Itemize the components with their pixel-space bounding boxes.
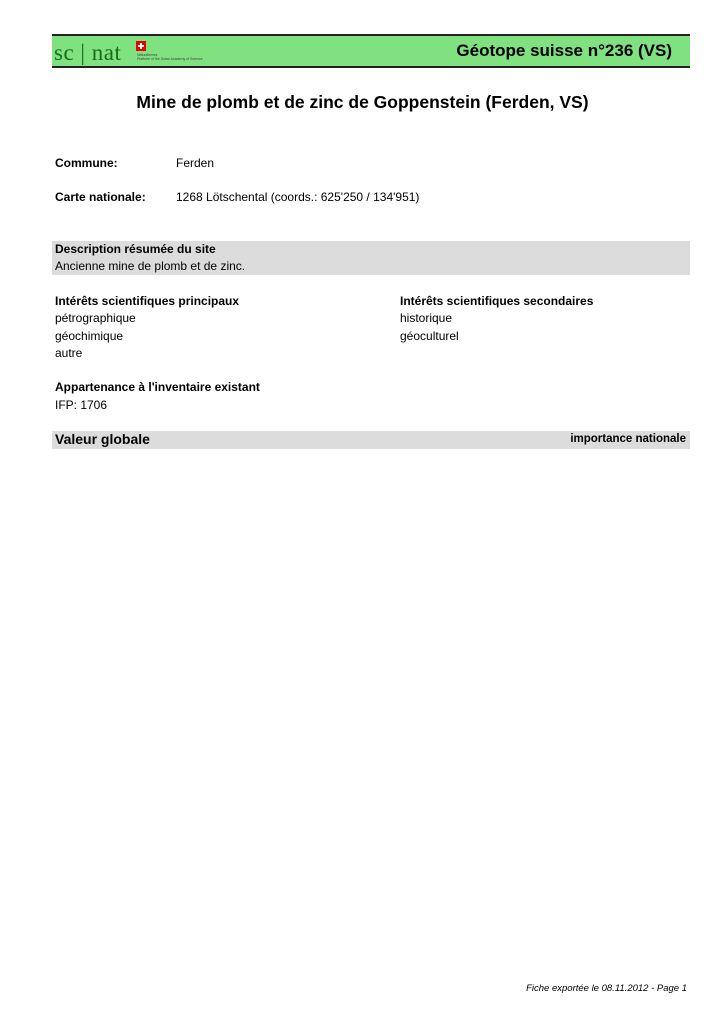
interet-secondaire-item: géoculturel <box>400 329 459 343</box>
logo-text: sc | nat <box>54 40 122 65</box>
interet-principal-item: géochimique <box>55 329 124 343</box>
header-bar <box>52 34 690 68</box>
interets-principaux-heading: Intérêts scientifiques principaux <box>55 294 240 308</box>
description-section <box>52 241 690 275</box>
logo-subtitle-line2: Platform of the Swiss Academy of Science <box>137 57 203 62</box>
commune-value: Ferden <box>176 156 215 170</box>
appartenance-heading: Appartenance à l'inventaire existant <box>55 380 260 394</box>
valeur-globale-bar <box>52 431 690 449</box>
swiss-flag-icon <box>136 41 146 51</box>
description-text: Ancienne mine de plomb et de zinc. <box>55 259 246 273</box>
appartenance-value: IFP: 1706 <box>55 398 108 412</box>
interet-secondaire-item: historique <box>400 311 453 325</box>
valeur-globale-label: Valeur globale <box>55 431 150 447</box>
interet-principal-item: autre <box>55 346 83 360</box>
page-title: Mine de plomb et de zinc de Goppenstein (Ferden, VS) <box>136 92 589 112</box>
logo-subtitle <box>137 53 203 61</box>
geotope-title: Géotope suisse n°236 (VS) <box>456 41 672 60</box>
carte-value: 1268 Lötschental (coords.: 625'250 / 134'951) <box>176 190 420 204</box>
interets-secondaires-heading: Intérêts scientifiques secondaires <box>400 294 594 308</box>
description-heading: Description résumée du site <box>55 242 216 256</box>
logo-subtitle-line1: Naturalismes <box>137 53 158 57</box>
page-footer: Fiche exportée le 08.11.2012 - Page 1 <box>526 983 687 994</box>
carte-label: Carte nationale: <box>55 190 146 204</box>
valeur-globale-value: importance nationale <box>570 433 686 445</box>
commune-label: Commune: <box>55 156 118 170</box>
interet-principal-item: pétrographique <box>55 311 136 325</box>
